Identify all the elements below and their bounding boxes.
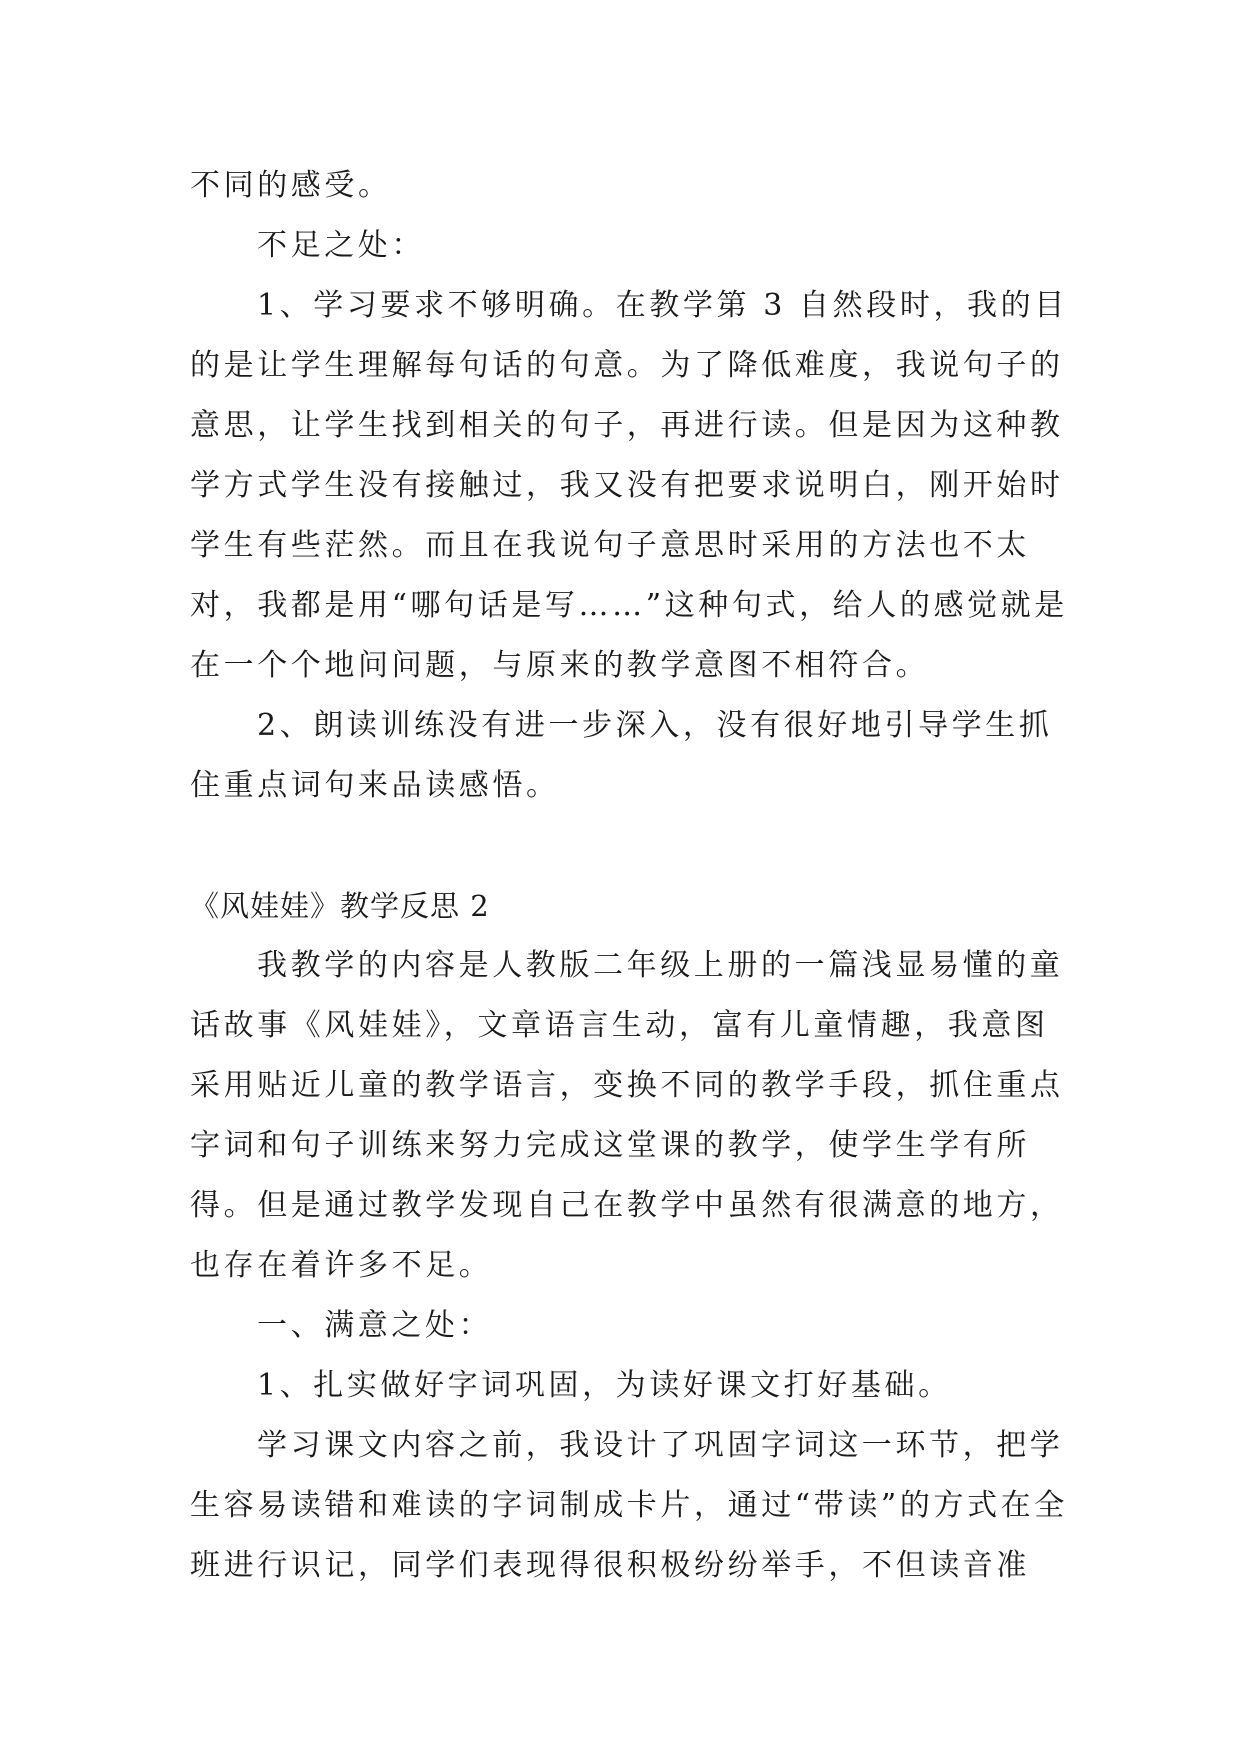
continuation-text: 不同的感受。 [190,168,392,203]
satisfied-point-1-body: 学习课文内容之前，我设计了巩固字词这一环节，把学生容易读错和难读的字词制成卡片，通过“带读”的方式在全班进行识记，同学们表现得很积极纷纷举手，不但读音准 [190,1428,1068,1583]
satisfied-heading: 一、满意之处： [257,1308,493,1343]
shortcoming-point-1: 1、学习要求不够明确。在教学第 3 自然段时，我的目的是让学生理解每句话的句意。为了降低难度，我说句子的意思，让学生找到相关的句子，再进行读。但是因为这种教学方式学生没有接触过，我又没有把要求说明白，刚开始时学生有些茫然。而且在我说句子意思时采用的方法也不太对，我都是用“哪句话是写……”这种句式，给人的感觉就是在一个个地问问题，与原来的教学意图不相符合。 [190,288,1068,683]
shortcomings-heading: 不足之处： [257,228,425,263]
satisfied-point-1-title: 1、扎实做好字词巩固，为读好课文打好基础。 [257,1368,952,1403]
section-title: 《风娃娃》教学反思 2 [190,889,490,923]
shortcoming-point-2: 2、朗读训练没有进一步深入，没有很好地引导学生抓住重点词句来品读感悟。 [190,708,1053,803]
intro-paragraph: 我教学的内容是人教版二年级上册的一篇浅显易懂的童话故事《风娃娃》，文章语言生动，富有儿童情趣，我意图采用贴近儿童的教学语言，变换不同的教学手段，抓住重点字词和句子训练来努力完成这堂课的教学，使学生学有所得。但是通过教学发现自己在教学中虽然有很满意的地方，也存在着许多不足。 [190,948,1064,1283]
document-page [190,156,1070,1596]
